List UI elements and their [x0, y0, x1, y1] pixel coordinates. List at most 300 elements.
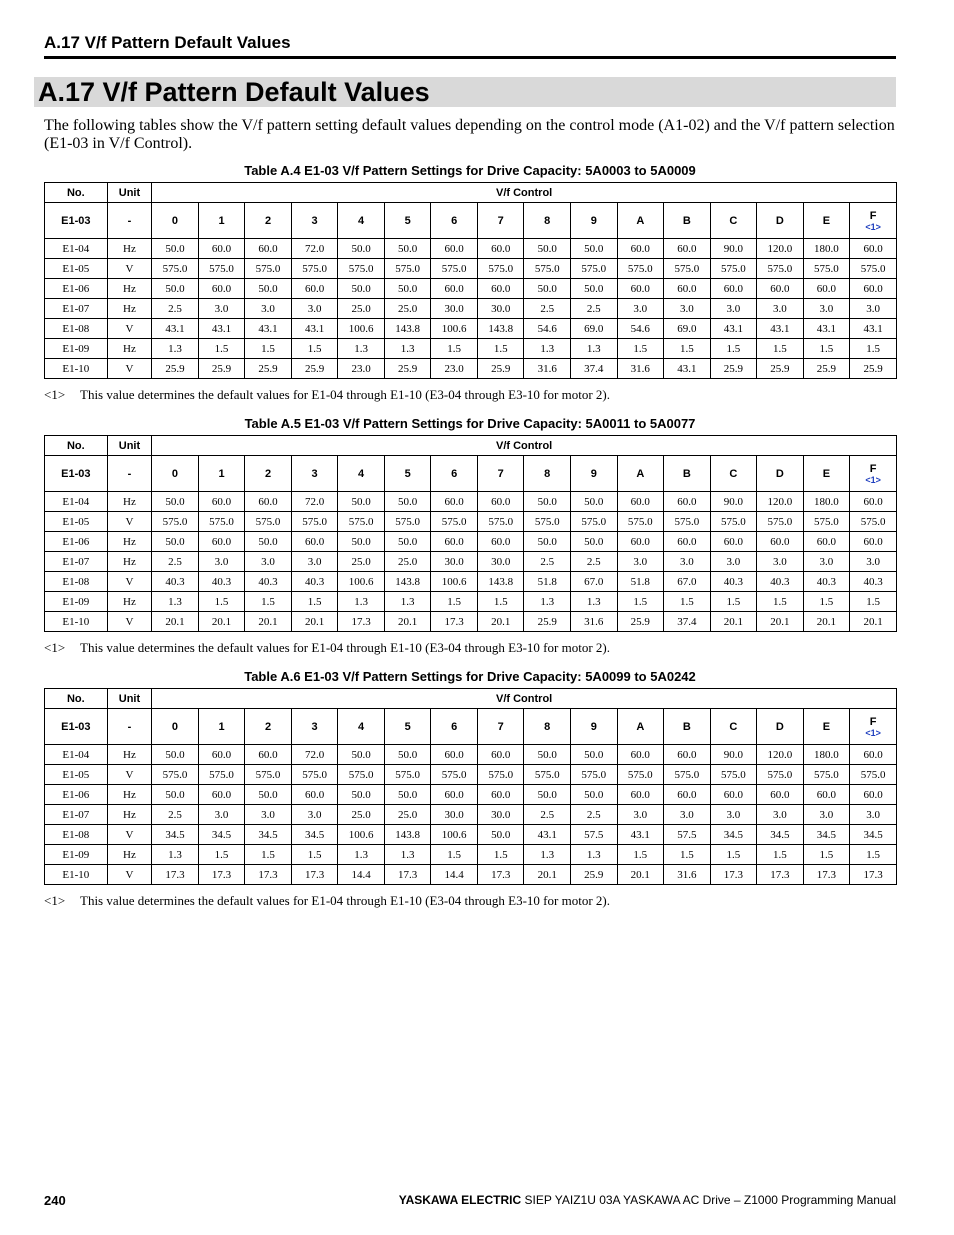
value-cell: 20.1 — [757, 612, 804, 632]
param-header: E1-03 — [45, 709, 108, 745]
intro-paragraph: The following tables show the V/f pattern setting default values depending on the control mode (A1-02) and the V/f pattern selection (E1-03 in V/f Control). — [44, 117, 895, 152]
pattern-header: 1 — [198, 203, 245, 239]
table-caption: Table A.6 E1-03 V/f Pattern Settings for Drive Capacity: 5A0099 to 5A0242 — [244, 669, 696, 684]
param-header: E1-03 — [45, 203, 108, 239]
value-cell: 60.0 — [198, 279, 245, 299]
pattern-f-label: F — [869, 715, 877, 728]
table-row — [45, 805, 897, 825]
value-cell: 50.0 — [152, 239, 199, 259]
value-cell: 3.0 — [803, 805, 850, 825]
value-cell: 1.5 — [245, 339, 292, 359]
value-cell: 50.0 — [338, 532, 385, 552]
pattern-header: 5 — [384, 456, 431, 492]
vf-control-header: V/f Control — [152, 183, 897, 203]
section-title: A.17 V/f Pattern Default Values — [34, 77, 896, 107]
value-cell: 1.5 — [477, 339, 524, 359]
value-cell: 1.3 — [384, 339, 431, 359]
value-cell: 2.5 — [524, 299, 571, 319]
value-cell: 50.0 — [152, 492, 199, 512]
value-cell: 14.4 — [431, 865, 478, 885]
value-cell: 50.0 — [152, 532, 199, 552]
param-no-cell: E1-06 — [45, 279, 108, 299]
value-cell: 34.5 — [803, 825, 850, 845]
value-cell: 1.3 — [524, 339, 571, 359]
table-row — [45, 512, 897, 532]
value-cell: 23.0 — [431, 359, 478, 379]
value-cell: 25.9 — [850, 359, 897, 379]
table-row — [45, 765, 897, 785]
value-cell: 17.3 — [757, 865, 804, 885]
value-cell: 72.0 — [291, 745, 338, 765]
value-cell: 50.0 — [384, 785, 431, 805]
value-cell: 575.0 — [477, 765, 524, 785]
value-cell: 43.1 — [198, 319, 245, 339]
param-no-cell: E1-04 — [45, 239, 108, 259]
value-cell: 60.0 — [198, 745, 245, 765]
value-cell: 30.0 — [431, 552, 478, 572]
value-cell: 25.9 — [524, 612, 571, 632]
value-cell: 60.0 — [245, 239, 292, 259]
value-cell: 1.5 — [431, 845, 478, 865]
param-no-cell: E1-05 — [45, 765, 108, 785]
pattern-header: 8 — [524, 203, 571, 239]
value-cell: 40.3 — [850, 572, 897, 592]
value-cell: 575.0 — [757, 512, 804, 532]
pattern-header: B — [664, 456, 711, 492]
no-header: No. — [45, 183, 108, 203]
value-cell: 17.3 — [291, 865, 338, 885]
value-cell: 1.5 — [757, 845, 804, 865]
value-cell: 50.0 — [338, 279, 385, 299]
value-cell: 43.1 — [152, 319, 199, 339]
value-cell: 60.0 — [757, 532, 804, 552]
value-cell: 575.0 — [850, 512, 897, 532]
table-row — [45, 612, 897, 632]
value-cell: 1.5 — [617, 339, 664, 359]
table-row — [45, 592, 897, 612]
value-cell: 1.5 — [477, 592, 524, 612]
value-cell: 1.5 — [291, 845, 338, 865]
value-cell: 143.8 — [384, 572, 431, 592]
pattern-header: 4 — [338, 203, 385, 239]
value-cell: 1.3 — [524, 592, 571, 612]
value-cell: 575.0 — [152, 765, 199, 785]
value-cell: 3.0 — [245, 299, 292, 319]
table-row — [45, 845, 897, 865]
value-cell: 3.0 — [757, 552, 804, 572]
table-header-row — [45, 183, 897, 203]
value-cell: 40.3 — [710, 572, 757, 592]
value-cell: 17.3 — [245, 865, 292, 885]
value-cell: 1.5 — [710, 339, 757, 359]
value-cell: 60.0 — [710, 785, 757, 805]
value-cell: 60.0 — [477, 745, 524, 765]
value-cell: 60.0 — [617, 279, 664, 299]
value-cell: 17.3 — [850, 865, 897, 885]
value-cell: 60.0 — [803, 785, 850, 805]
value-cell: 575.0 — [524, 765, 571, 785]
value-cell: 60.0 — [850, 532, 897, 552]
value-cell: 43.1 — [664, 359, 711, 379]
value-cell: 60.0 — [291, 785, 338, 805]
value-cell: 30.0 — [477, 552, 524, 572]
value-cell: 3.0 — [617, 552, 664, 572]
value-cell: 60.0 — [757, 279, 804, 299]
value-cell: 40.3 — [245, 572, 292, 592]
value-cell: 3.0 — [850, 552, 897, 572]
value-cell: 1.3 — [571, 339, 618, 359]
value-cell: 2.5 — [571, 299, 618, 319]
param-header: E1-03 — [45, 456, 108, 492]
value-cell: 2.5 — [152, 552, 199, 572]
value-cell: 3.0 — [664, 805, 711, 825]
unit-cell: Hz — [107, 239, 152, 259]
value-cell: 54.6 — [524, 319, 571, 339]
footnote-text: This value determines the default values for E1-04 through E1-10 (E3-04 through E3-10 for motor 2). — [80, 387, 610, 402]
unit-cell: Hz — [107, 745, 152, 765]
param-no-cell: E1-09 — [45, 339, 108, 359]
value-cell: 1.5 — [431, 592, 478, 612]
value-cell: 575.0 — [291, 765, 338, 785]
pattern-f-label: F — [869, 462, 877, 475]
pattern-header: A — [617, 203, 664, 239]
vf-pattern-table — [44, 182, 897, 379]
table-row — [45, 785, 897, 805]
value-cell: 60.0 — [245, 745, 292, 765]
value-cell: 575.0 — [617, 512, 664, 532]
pattern-header: 3 — [291, 203, 338, 239]
value-cell: 37.4 — [664, 612, 711, 632]
value-cell: 575.0 — [431, 765, 478, 785]
value-cell: 120.0 — [757, 745, 804, 765]
value-cell: 1.5 — [477, 845, 524, 865]
value-cell: 1.3 — [384, 845, 431, 865]
pattern-header: 0 — [152, 709, 199, 745]
value-cell: 25.9 — [803, 359, 850, 379]
unit-cell: V — [107, 259, 152, 279]
param-no-cell: E1-07 — [45, 552, 108, 572]
value-cell: 60.0 — [664, 745, 711, 765]
footnote-mark: <1> — [44, 893, 66, 908]
value-cell: 60.0 — [664, 279, 711, 299]
footnote-ref-link[interactable]: <1> — [865, 727, 881, 738]
value-cell: 17.3 — [477, 865, 524, 885]
value-cell: 50.0 — [571, 532, 618, 552]
value-cell: 50.0 — [152, 279, 199, 299]
value-cell: 20.1 — [291, 612, 338, 632]
value-cell: 60.0 — [617, 492, 664, 512]
footnote-text: This value determines the default values for E1-04 through E1-10 (E3-04 through E3-10 for motor 2). — [80, 640, 610, 655]
value-cell: 575.0 — [152, 512, 199, 532]
table-row — [45, 745, 897, 765]
value-cell: 34.5 — [850, 825, 897, 845]
pattern-header: 4 — [338, 456, 385, 492]
value-cell: 1.5 — [757, 592, 804, 612]
pattern-header-f — [850, 203, 897, 239]
value-cell: 50.0 — [152, 745, 199, 765]
page-number: 240 — [44, 1193, 66, 1208]
value-cell: 90.0 — [710, 745, 757, 765]
value-cell: 1.5 — [803, 592, 850, 612]
value-cell: 17.3 — [338, 612, 385, 632]
value-cell: 25.9 — [291, 359, 338, 379]
value-cell: 3.0 — [850, 299, 897, 319]
value-cell: 40.3 — [291, 572, 338, 592]
unit-cell: Hz — [107, 339, 152, 359]
table-subheader-row — [45, 203, 897, 239]
pattern-header: 6 — [431, 456, 478, 492]
table-footnote — [44, 387, 896, 403]
value-cell: 3.0 — [664, 299, 711, 319]
value-cell: 50.0 — [384, 239, 431, 259]
unit-cell: Hz — [107, 592, 152, 612]
param-no-cell: E1-07 — [45, 805, 108, 825]
param-no-cell: E1-10 — [45, 865, 108, 885]
value-cell: 60.0 — [245, 492, 292, 512]
value-cell: 69.0 — [571, 319, 618, 339]
value-cell: 575.0 — [477, 259, 524, 279]
value-cell: 575.0 — [338, 512, 385, 532]
value-cell: 1.5 — [850, 592, 897, 612]
footnote-ref-link[interactable]: <1> — [865, 221, 881, 232]
value-cell: 17.3 — [198, 865, 245, 885]
value-cell: 575.0 — [338, 259, 385, 279]
value-cell: 20.1 — [198, 612, 245, 632]
value-cell: 20.1 — [710, 612, 757, 632]
value-cell: 575.0 — [524, 259, 571, 279]
unit-cell: V — [107, 612, 152, 632]
value-cell: 20.1 — [152, 612, 199, 632]
param-unit-header: - — [107, 456, 152, 492]
value-cell: 34.5 — [198, 825, 245, 845]
value-cell: 1.3 — [571, 845, 618, 865]
unit-cell: Hz — [107, 279, 152, 299]
table-row — [45, 359, 897, 379]
value-cell: 3.0 — [291, 552, 338, 572]
value-cell: 60.0 — [198, 532, 245, 552]
table-subheader-row — [45, 456, 897, 492]
pattern-header: B — [664, 709, 711, 745]
value-cell: 23.0 — [338, 359, 385, 379]
pattern-header: 9 — [571, 203, 618, 239]
value-cell: 50.0 — [338, 239, 385, 259]
value-cell: 2.5 — [152, 299, 199, 319]
value-cell: 17.3 — [710, 865, 757, 885]
table-caption: Table A.5 E1-03 V/f Pattern Settings for Drive Capacity: 5A0011 to 5A0077 — [244, 416, 696, 431]
pattern-header: 1 — [198, 456, 245, 492]
value-cell: 575.0 — [198, 259, 245, 279]
value-cell: 1.5 — [803, 339, 850, 359]
pattern-header: 3 — [291, 709, 338, 745]
value-cell: 40.3 — [803, 572, 850, 592]
param-no-cell: E1-04 — [45, 745, 108, 765]
param-no-cell: E1-10 — [45, 612, 108, 632]
value-cell: 57.5 — [664, 825, 711, 845]
value-cell: 25.0 — [338, 552, 385, 572]
pattern-header: A — [617, 709, 664, 745]
value-cell: 60.0 — [617, 532, 664, 552]
value-cell: 30.0 — [477, 805, 524, 825]
value-cell: 1.3 — [152, 339, 199, 359]
value-cell: 3.0 — [291, 805, 338, 825]
value-cell: 3.0 — [198, 299, 245, 319]
value-cell: 575.0 — [524, 512, 571, 532]
value-cell: 1.5 — [757, 339, 804, 359]
value-cell: 2.5 — [524, 552, 571, 572]
value-cell: 100.6 — [338, 825, 385, 845]
param-no-cell: E1-08 — [45, 319, 108, 339]
value-cell: 143.8 — [384, 319, 431, 339]
value-cell: 575.0 — [431, 512, 478, 532]
value-cell: 60.0 — [477, 785, 524, 805]
value-cell: 575.0 — [431, 259, 478, 279]
value-cell: 50.0 — [338, 745, 385, 765]
value-cell: 1.5 — [710, 845, 757, 865]
value-cell: 575.0 — [757, 765, 804, 785]
value-cell: 575.0 — [245, 259, 292, 279]
param-unit-header: - — [107, 709, 152, 745]
value-cell: 50.0 — [524, 239, 571, 259]
unit-cell: Hz — [107, 492, 152, 512]
param-no-cell: E1-05 — [45, 259, 108, 279]
value-cell: 575.0 — [664, 765, 711, 785]
table-row — [45, 259, 897, 279]
value-cell: 50.0 — [384, 279, 431, 299]
value-cell: 25.0 — [384, 552, 431, 572]
value-cell: 54.6 — [617, 319, 664, 339]
value-cell: 3.0 — [710, 299, 757, 319]
table-row — [45, 552, 897, 572]
vf-pattern-table — [44, 688, 897, 885]
value-cell: 100.6 — [338, 572, 385, 592]
value-cell: 60.0 — [198, 492, 245, 512]
value-cell: 575.0 — [803, 765, 850, 785]
value-cell: 3.0 — [664, 552, 711, 572]
table-row — [45, 865, 897, 885]
pattern-header: D — [757, 203, 804, 239]
unit-cell: V — [107, 512, 152, 532]
value-cell: 25.9 — [477, 359, 524, 379]
pattern-header: C — [710, 709, 757, 745]
value-cell: 180.0 — [803, 492, 850, 512]
param-no-cell: E1-09 — [45, 845, 108, 865]
value-cell: 37.4 — [571, 359, 618, 379]
value-cell: 60.0 — [757, 785, 804, 805]
unit-cell: Hz — [107, 552, 152, 572]
value-cell: 3.0 — [757, 805, 804, 825]
value-cell: 50.0 — [571, 785, 618, 805]
pattern-f-label: F — [869, 209, 877, 222]
value-cell: 575.0 — [571, 259, 618, 279]
unit-cell: V — [107, 865, 152, 885]
value-cell: 69.0 — [664, 319, 711, 339]
unit-cell: V — [107, 359, 152, 379]
table-header-row — [45, 436, 897, 456]
value-cell: 1.5 — [710, 592, 757, 612]
value-cell: 1.5 — [198, 339, 245, 359]
value-cell: 50.0 — [571, 745, 618, 765]
value-cell: 3.0 — [710, 805, 757, 825]
value-cell: 60.0 — [850, 745, 897, 765]
value-cell: 25.9 — [198, 359, 245, 379]
pattern-header: 6 — [431, 709, 478, 745]
value-cell: 50.0 — [152, 785, 199, 805]
vf-control-header: V/f Control — [152, 689, 897, 709]
value-cell: 60.0 — [198, 785, 245, 805]
publication-info — [399, 1193, 896, 1207]
value-cell: 60.0 — [477, 492, 524, 512]
value-cell: 20.1 — [477, 612, 524, 632]
value-cell: 50.0 — [571, 239, 618, 259]
value-cell: 575.0 — [571, 765, 618, 785]
pattern-header: 8 — [524, 456, 571, 492]
value-cell: 1.5 — [431, 339, 478, 359]
value-cell: 575.0 — [757, 259, 804, 279]
value-cell: 1.5 — [617, 592, 664, 612]
value-cell: 575.0 — [664, 259, 711, 279]
value-cell: 1.5 — [198, 592, 245, 612]
value-cell: 30.0 — [431, 805, 478, 825]
unit-cell: V — [107, 825, 152, 845]
param-no-cell: E1-04 — [45, 492, 108, 512]
pattern-header: B — [664, 203, 711, 239]
value-cell: 17.3 — [803, 865, 850, 885]
value-cell: 1.3 — [152, 592, 199, 612]
value-cell: 50.0 — [571, 279, 618, 299]
value-cell: 34.5 — [757, 825, 804, 845]
footnote-text: This value determines the default values for E1-04 through E1-10 (E3-04 through E3-10 for motor 2). — [80, 893, 610, 908]
value-cell: 2.5 — [571, 552, 618, 572]
unit-cell: V — [107, 765, 152, 785]
value-cell: 60.0 — [710, 279, 757, 299]
value-cell: 60.0 — [664, 239, 711, 259]
unit-cell: Hz — [107, 785, 152, 805]
value-cell: 25.9 — [617, 612, 664, 632]
value-cell: 1.5 — [617, 845, 664, 865]
pattern-header: 1 — [198, 709, 245, 745]
value-cell: 60.0 — [431, 492, 478, 512]
value-cell: 575.0 — [291, 259, 338, 279]
value-cell: 20.1 — [850, 612, 897, 632]
value-cell: 1.3 — [524, 845, 571, 865]
value-cell: 57.5 — [571, 825, 618, 845]
value-cell: 3.0 — [245, 805, 292, 825]
table-header-row — [45, 689, 897, 709]
value-cell: 143.8 — [477, 572, 524, 592]
value-cell: 60.0 — [477, 532, 524, 552]
value-cell: 67.0 — [571, 572, 618, 592]
value-cell: 60.0 — [617, 785, 664, 805]
value-cell: 50.0 — [245, 279, 292, 299]
value-cell: 3.0 — [710, 552, 757, 572]
value-cell: 50.0 — [477, 825, 524, 845]
value-cell: 575.0 — [384, 512, 431, 532]
pattern-header: A — [617, 456, 664, 492]
footnote-ref-link[interactable]: <1> — [865, 474, 881, 485]
value-cell: 575.0 — [384, 259, 431, 279]
no-header: No. — [45, 436, 108, 456]
value-cell: 575.0 — [664, 512, 711, 532]
value-cell: 17.3 — [384, 865, 431, 885]
value-cell: 34.5 — [152, 825, 199, 845]
value-cell: 3.0 — [198, 805, 245, 825]
brand-name: YASKAWA ELECTRIC — [398, 1193, 522, 1207]
pattern-header: 7 — [477, 203, 524, 239]
pattern-header-f — [850, 456, 897, 492]
value-cell: 1.5 — [291, 592, 338, 612]
value-cell: 60.0 — [664, 492, 711, 512]
pattern-header: 0 — [152, 203, 199, 239]
